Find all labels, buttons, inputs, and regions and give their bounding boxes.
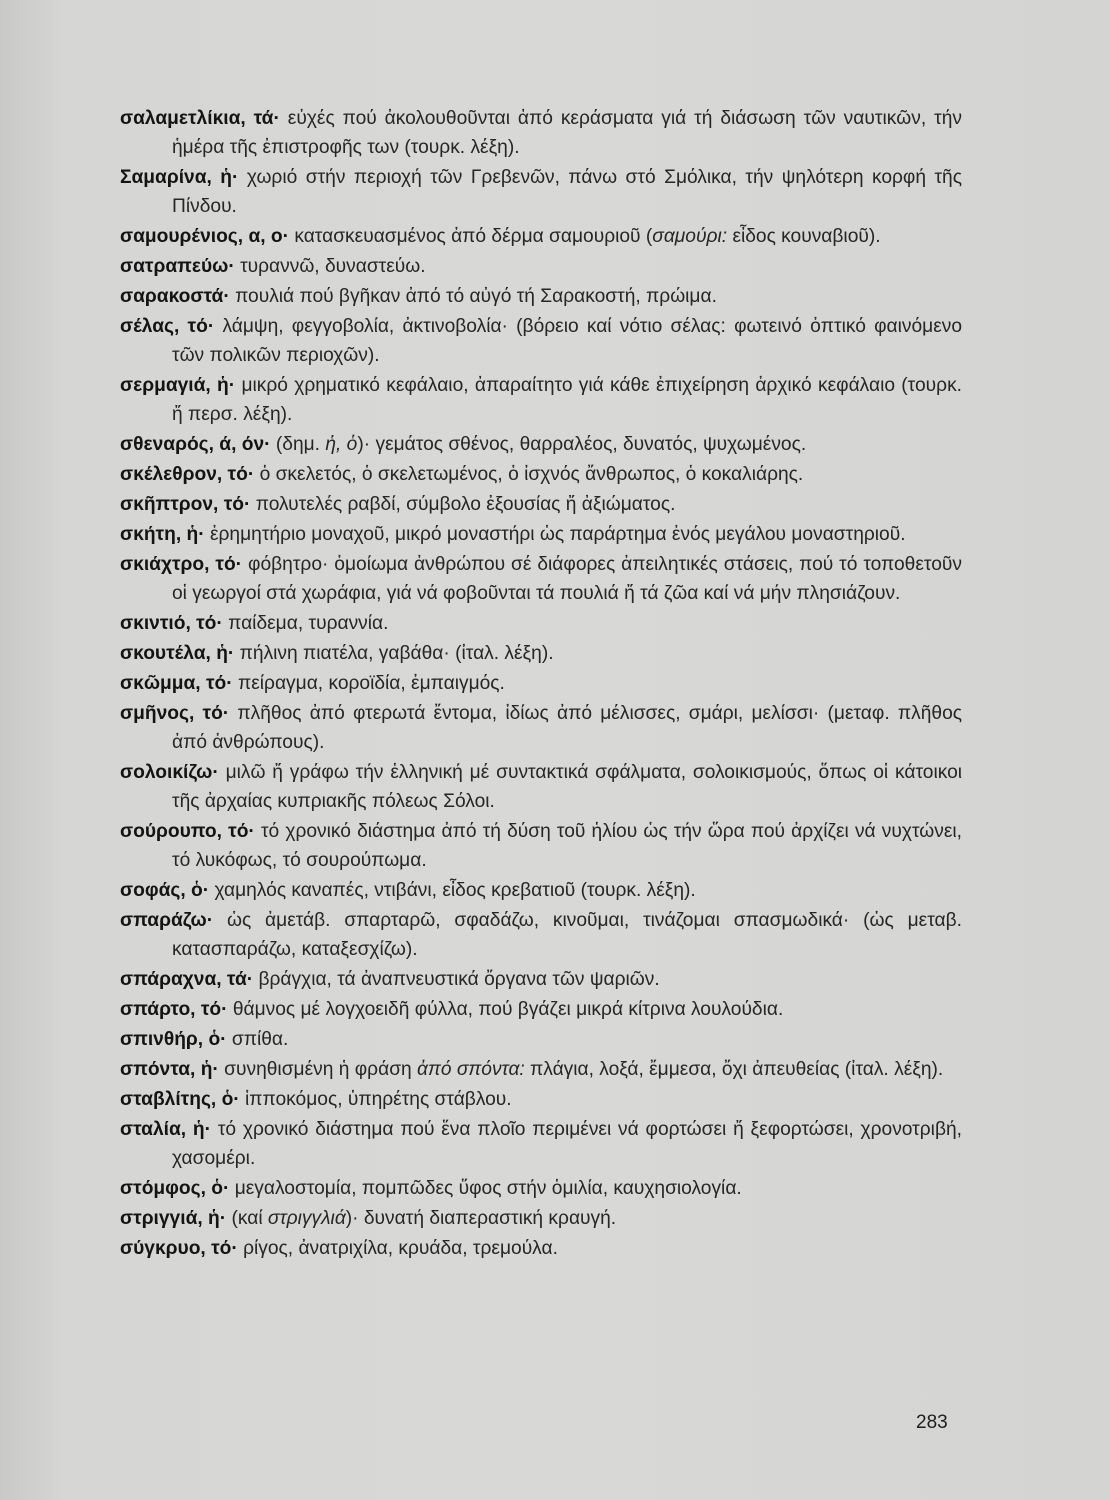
entry-definition xyxy=(276,434,806,455)
glossary-entry-list xyxy=(120,104,962,1264)
entry-definition: ρίγος, ἀνατριχίλα, κρυάδα, τρεμούλα. xyxy=(243,1238,558,1259)
entry-definition xyxy=(294,226,880,247)
glossary-entry xyxy=(120,312,962,370)
glossary-entry xyxy=(120,430,962,459)
entry-headword: στόμφος, ὁ· xyxy=(120,1178,230,1199)
entry-headword: σπάρτο, τό· xyxy=(120,999,228,1020)
glossary-entry xyxy=(120,550,962,608)
entry-headword: σπινθήρ, ὁ· xyxy=(120,1029,227,1050)
entry-headword: σέλας, τό· xyxy=(120,316,215,337)
entry-definition: μιλῶ ἤ γράφω τήν ἑλληνική μέ συντακτικά σφάλματα, σολοικισμούς, ὅπως οἱ κάτοικοι τῆς ἀρχαίας κυπριακῆς πόλεως Σόλοι. xyxy=(172,762,963,812)
page-number: 283 xyxy=(916,1412,948,1433)
glossary-entry xyxy=(120,282,962,311)
entry-definition: θάμνος μέ λογχοειδῆ φύλλα, πού βγάζει μικρά κίτρινα λουλούδια. xyxy=(232,999,784,1020)
glossary-entry xyxy=(120,995,962,1024)
glossary-entry xyxy=(120,490,962,519)
entry-headword: σπόντα, ἡ· xyxy=(120,1059,219,1080)
glossary-entry xyxy=(120,1204,962,1233)
entry-headword: σκιάχτρο, τό· xyxy=(120,554,243,575)
entry-definition-italic: ἡ, ὁ xyxy=(325,434,358,455)
entry-headword: σπάραχνα, τά· xyxy=(120,969,254,990)
entry-headword: σκήτη, ἡ· xyxy=(120,524,205,545)
entry-definition: τό χρονικό διάστημα ἀπό τή δύση τοῦ ἡλίου ὡς τήν ὥρα πού ἀρχίζει νά νυχτώνει, τό λυκόφως, τό σουρούπωμα. xyxy=(172,821,962,871)
entry-definition-italic: σαμούρι: xyxy=(652,226,728,247)
entry-definition: μεγαλοστομία, πομπῶδες ὕφος στήν ὁμιλία, καυχησιολογία. xyxy=(234,1178,742,1199)
entry-definition: τό χρονικό διάστημα πού ἕνα πλοῖο περιμένει νά φορτώσει ἤ ξεφορτώσει, χρονοτριβή, χασομέρι. xyxy=(172,1119,962,1169)
entry-definition: τυραννῶ, δυναστεύω. xyxy=(240,256,426,277)
glossary-entry xyxy=(120,965,962,994)
entry-definition: πουλιά πού βγῆκαν ἀπό τό αὐγό τή Σαρακοστή, πρώιμα. xyxy=(235,286,717,307)
entry-definition-text: συνηθισμένη ἡ φράση xyxy=(224,1059,418,1080)
entry-definition-text: (δημ. xyxy=(275,434,326,455)
glossary-entry xyxy=(120,817,962,875)
glossary-entry xyxy=(120,876,962,905)
entry-definition: βράγχια, τά ἀναπνευστικά ὄργανα τῶν ψαριῶν. xyxy=(258,969,660,990)
glossary-entry xyxy=(120,1174,962,1203)
entry-definition: ὡς ἀμετάβ. σπαρταρῶ, σφαδάζω, κινοῦμαι, τινάζομαι σπασμωδικά· (ὡς μεταβ. κατασπαράζω, καταξεσχίζω). xyxy=(172,910,962,960)
entry-headword: σύγκρυο, τό· xyxy=(120,1238,238,1259)
entry-definition: ἐρημητήριο μοναχοῦ, μικρό μοναστήρι ὡς παράρτημα ἑνός μεγάλου μοναστηριοῦ. xyxy=(209,524,906,545)
entry-definition-text: (καί xyxy=(231,1208,268,1229)
entry-headword: σθεναρός, ά, όν· xyxy=(120,434,271,455)
entry-definition: πείραγμα, κοροϊδία, ἐμπαιγμός. xyxy=(238,673,505,694)
glossary-entry xyxy=(120,520,962,549)
entry-definition xyxy=(224,1059,943,1080)
entry-definition: χωριό στήν περιοχή τῶν Γρεβενῶν, πάνω στό Σμόλικα, τήν ψηλότερη κορφή τῆς Πίνδου. xyxy=(172,167,962,217)
entry-definition: φόβητρο· ὁμοίωμα ἀνθρώπου σέ διάφορες ἀπειλητικές στάσεις, πού τό τοποθετοῦν οἱ γεωργοί στά χωράφια, γιά νά φοβοῦνται τά πουλιά ἤ τά ζῶα καί νά μήν πλησιάζουν. xyxy=(172,554,962,604)
glossary-entry xyxy=(120,609,962,638)
entry-definition: παίδεμα, τυραννία. xyxy=(228,613,389,634)
entry-definition-text: )· δυνατή διαπεραστική κραυγή. xyxy=(345,1208,617,1229)
entry-headword: σαμουρένιος, α, ο· xyxy=(120,226,290,247)
glossary-entry xyxy=(120,1115,962,1173)
entry-headword: σούρουπο, τό· xyxy=(120,821,255,842)
entry-headword: σκιντιό, τό· xyxy=(120,613,223,634)
entry-headword: Σαμαρίνα, ἡ· xyxy=(120,167,239,188)
entry-headword: σοφάς, ὁ· xyxy=(120,880,210,901)
glossary-entry xyxy=(120,639,962,668)
glossary-entry xyxy=(120,252,962,281)
entry-headword: σερμαγιά, ἡ· xyxy=(120,375,236,396)
entry-definition-italic: στριγγλιά xyxy=(267,1208,346,1229)
entry-definition: πλῆθος ἀπό φτερωτά ἔντομα, ἰδίως ἀπό μέλισσες, σμάρι, μελίσσι· (μεταφ. πλῆθος ἀπό ἀνθρώπους). xyxy=(172,703,962,753)
glossary-entry xyxy=(120,1085,962,1114)
entry-definition-text: )· γεμάτος σθένος, θαρραλέος, δυνατός, ψυχωμένος. xyxy=(357,434,807,455)
entry-headword: σκῆπτρον, τό· xyxy=(120,494,251,515)
entry-headword: σαρακοστά· xyxy=(120,286,230,307)
entry-definition: σπίθα. xyxy=(231,1029,289,1050)
entry-definition: πολυτελές ραβδί, σύμβολο ἐξουσίας ἤ ἀξιώματος. xyxy=(255,494,676,515)
glossary-entry xyxy=(120,104,962,162)
glossary-entry xyxy=(120,371,962,429)
glossary-entry xyxy=(120,669,962,698)
glossary-entry xyxy=(120,1055,962,1084)
entry-headword: σπαράζω· xyxy=(120,910,214,931)
entry-definition-italic: ἀπό σπόντα: xyxy=(417,1059,525,1080)
entry-headword: στριγγιά, ἡ· xyxy=(120,1208,227,1229)
entry-headword: σταλία, ἡ· xyxy=(120,1119,211,1140)
entry-definition-text: κατασκευασμένος ἀπό δέρμα σαμουριοῦ ( xyxy=(294,226,653,247)
entry-definition: λάμψη, φεγγοβολία, ἀκτινοβολία· (βόρειο καί νότιο σέλας: φωτεινό ὀπτικό φαινόμενο τῶν πολικῶν περιοχῶν). xyxy=(172,316,963,366)
entry-definition: εὐχές πού ἀκολουθοῦνται ἀπό κεράσματα γιά τή διάσωση τῶν ναυτικῶν, τήν ἡμέρα τῆς ἐπιστροφῆς των (τουρκ. λέξη). xyxy=(172,108,962,158)
entry-definition: ἱπποκόμος, ὑπηρέτης στάβλου. xyxy=(245,1089,512,1110)
entry-headword: σκουτέλα, ἡ· xyxy=(120,643,235,664)
entry-definition xyxy=(231,1208,616,1229)
glossary-entry xyxy=(120,758,962,816)
glossary-entry xyxy=(120,460,962,489)
entry-headword: σκῶμμα, τό· xyxy=(120,673,233,694)
glossary-entry xyxy=(120,906,962,964)
entry-definition: πήλινη πιατέλα, γαβάθα· (ἰταλ. λέξη). xyxy=(239,643,554,664)
glossary-entry xyxy=(120,163,962,221)
entry-headword: σκέλεθρον, τό· xyxy=(120,464,255,485)
entry-headword: σμῆνος, τό· xyxy=(120,703,230,724)
glossary-entry xyxy=(120,1025,962,1054)
entry-definition: χαμηλός καναπές, ντιβάνι, εἶδος κρεβατιοῦ (τουρκ. λέξη). xyxy=(214,880,696,901)
entry-definition: ὁ σκελετός, ὁ σκελετωμένος, ὁ ἰσχνός ἄνθρωπος, ὁ κοκαλιάρης. xyxy=(259,464,804,485)
entry-headword: σατραπεύω· xyxy=(120,256,235,277)
entry-definition: μικρό χρηματικό κεφάλαιο, ἀπαραίτητο γιά κάθε ἐπιχείρηση ἀρχικό κεφάλαιο (τουρκ. ἤ περσ. λέξη). xyxy=(172,375,962,425)
glossary-entry xyxy=(120,1234,962,1263)
entry-headword: σταβλίτης, ὁ· xyxy=(120,1089,240,1110)
entry-definition-text: πλάγια, λοξά, ἔμμεσα, ὄχι ἀπευθείας (ἰταλ. λέξη). xyxy=(524,1059,944,1080)
glossary-entry xyxy=(120,222,962,251)
entry-definition-text: εἶδος κουναβιοῦ). xyxy=(727,226,881,247)
glossary-entry xyxy=(120,699,962,757)
entry-headword: σαλαμετλίκια, τά· xyxy=(120,108,280,129)
entry-headword: σολοικίζω· xyxy=(120,762,219,783)
